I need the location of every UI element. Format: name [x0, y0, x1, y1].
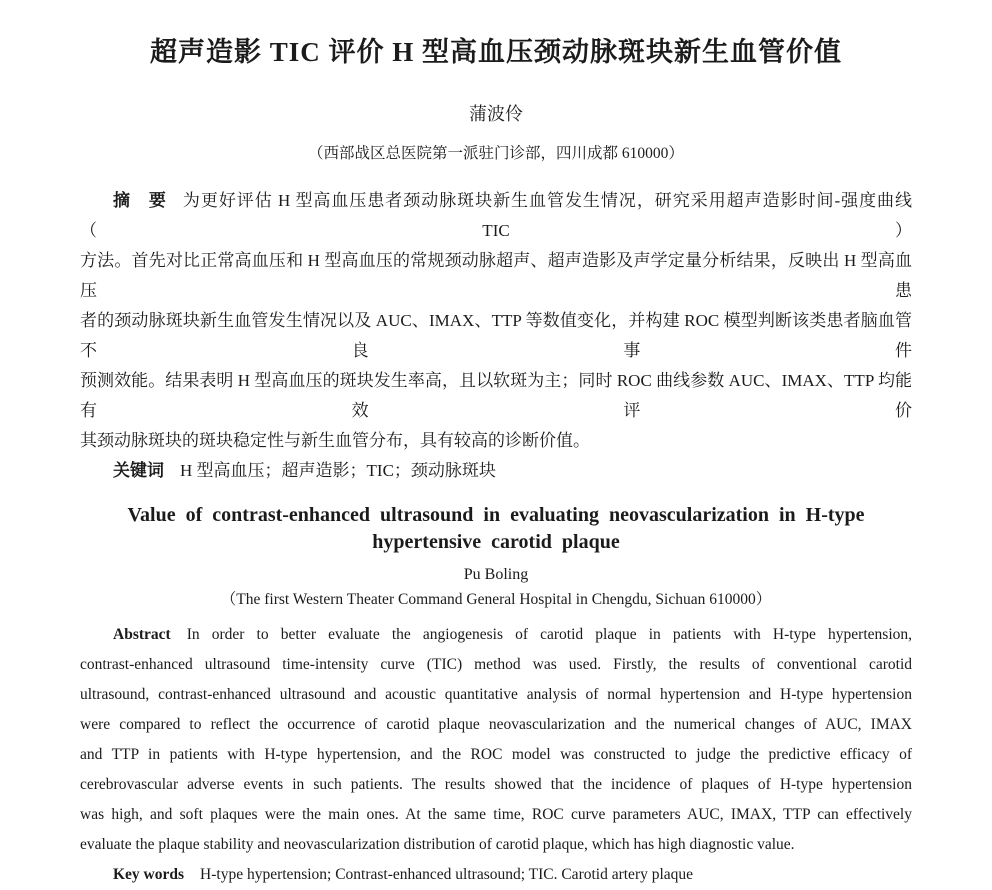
- abstract-en-first-line: [80, 620, 912, 650]
- title-en-line2: hypertensive carotid plaque: [372, 531, 620, 553]
- abstract-en-line: was high, and soft plaques were the main ones. At the same time, ROC curve parameters AUC, IMAX, TTP can effectively: [80, 806, 912, 823]
- abstract-zh-line: 预测效能。结果表明 H 型高血压的斑块发生率高，且以软斑为主；同时 ROC 曲线参数 AUC、IMAX、TTP 均能有效评价: [80, 371, 912, 420]
- abstract-en-line: cerebrovascular adverse events in such patients. The results showed that the incidence of plaques of H-type hypertension: [80, 776, 912, 793]
- abstract-zh-line: 方法。首先对比正常高血压和 H 型高血压的常规颈动脉超声、超声造影及声学定量分析结果，反映出 H 型高血压患: [80, 251, 912, 300]
- abstract-en-first-text: In order to better evaluate the angiogenesis of carotid plaque in patients with H-type hypertension,: [186, 626, 912, 643]
- keywords-en: [80, 860, 912, 890]
- keywords-zh-label: 关键词: [113, 461, 164, 480]
- keywords-en-label: Key words: [113, 866, 185, 883]
- affiliation-zh: （西部战区总医院第一派驻门诊部，四川成都 610000）: [308, 145, 684, 162]
- abstract-en: [80, 620, 912, 890]
- paper-title-zh: 超声造影 TIC 评价 H 型高血压颈动脉斑块新生血管价值: [149, 37, 842, 67]
- author-zh: 蒲波伶: [469, 104, 523, 124]
- title-en-line1: Value of contrast-enhanced ultrasound in evaluating neovascularization in H-type: [127, 504, 865, 526]
- paper-title-en: [80, 502, 912, 556]
- abstract-zh-label: 摘 要: [113, 191, 167, 210]
- abstract-en-last-line: evaluate the plaque stability and neovascularization distribution of carotid plaque, which has high diagnostic value.: [80, 836, 795, 853]
- abstract-zh: [80, 186, 912, 486]
- affiliation-en: （The first Western Theater Command General Hospital in Chengdu, Sichuan 610000）: [220, 591, 772, 608]
- abstract-en-line: contrast-enhanced ultrasound time-intensity curve (TIC) method was used. Firstly, the results of conventional carotid: [80, 656, 912, 673]
- keywords-zh: [80, 456, 912, 486]
- abstract-en-line: ultrasound, contrast-enhanced ultrasound and acoustic quantitative analysis of normal hypertension and H-type hypertension: [80, 686, 912, 703]
- abstract-en-line: were compared to reflect the occurrence of carotid plaque neovascularization and the numerical changes of AUC, IMAX: [80, 716, 912, 733]
- author-en: Pu Boling: [463, 566, 529, 583]
- keywords-zh-text: H 型高血压；超声造影；TIC；颈动脉斑块: [180, 461, 496, 480]
- abstract-zh-first-line: [80, 186, 912, 246]
- abstract-zh-line: 者的颈动脉斑块新生血管发生情况以及 AUC、IMAX、TTP 等数值变化，并构建 ROC 模型判断该类患者脑血管不良事件: [80, 311, 912, 360]
- abstract-zh-first-text: 为更好评估 H 型高血压患者颈动脉斑块新生血管发生情况，研究采用超声造影时间-强度曲线（TIC）: [80, 191, 913, 240]
- keywords-en-text: H-type hypertension; Contrast-enhanced ultrasound; TIC. Carotid artery plaque: [200, 866, 694, 883]
- abstract-en-label: Abstract: [113, 626, 171, 643]
- abstract-en-lines: [80, 650, 912, 830]
- abstract-en-line: and TTP in patients with H-type hypertension, and the ROC model was constructed to judge the predictive efficacy of: [80, 746, 912, 763]
- abstract-zh-last-line: 其颈动脉斑块的斑块稳定性与新生血管分布，具有较高的诊断价值。: [80, 431, 590, 450]
- abstract-zh-lines: [80, 246, 912, 426]
